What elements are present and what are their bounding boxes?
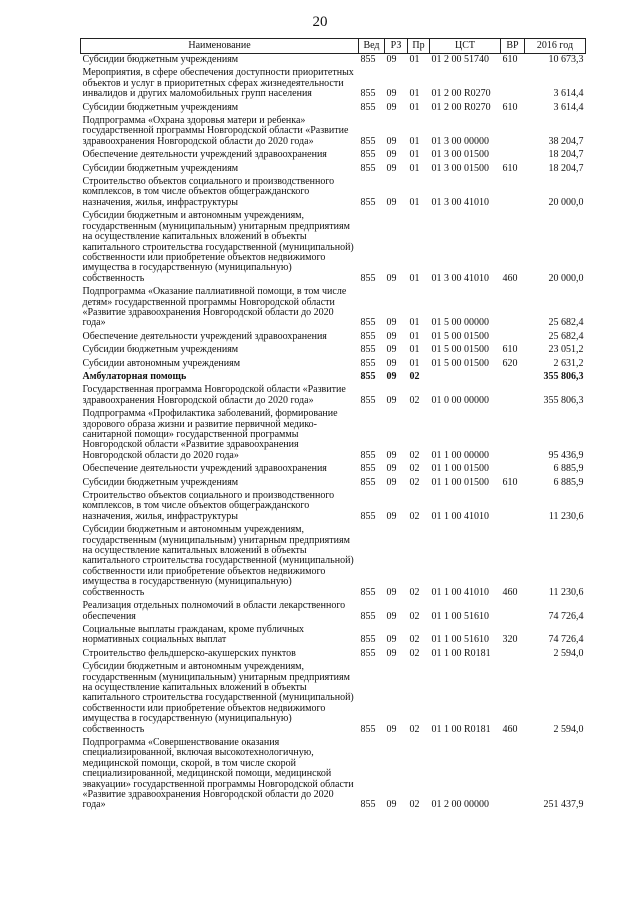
cell-ved: 855 [360,357,376,369]
cell-ved: 855 [360,610,376,622]
cell-vr [501,648,525,661]
cell-ved: 855 [360,344,376,356]
header-cst: ЦСТ [430,39,501,54]
cell-vr [501,149,525,162]
cell-pr: 02 [409,799,420,811]
cell-rz: 09 [386,586,397,598]
cell-cst: 01 3 00 41010 [431,272,489,284]
cell-amount: 11 230,6 [548,510,584,522]
cell-name: Субсидии бюджетным учреждениям [82,101,239,113]
cell-vr: 460 [502,272,518,284]
cell-amount: 355 806,3 [543,394,584,406]
table-header-row [81,39,586,54]
cell-cst: 01 1 00 51610 [431,610,489,622]
table-row [81,210,586,286]
cell-name: Обеспечение деятельности учреждений здравоохранения [82,149,327,161]
table-row [81,102,586,115]
cell-name: Социальные выплаты гражданам, кроме публичных нормативных социальных выплат [82,623,305,646]
cell-rz: 09 [386,101,397,113]
cell-name: Подпрограмма «Совершенствование оказания специализированной, включая высокотехнологичную, медицинской помощи, скорой, в том числе скорой специализированной, медицинской помощи, медицинской эвакуации» государственной программы Новгородской области «Развитие здравоохранения Новгородской области до 2020 года» [82,736,354,811]
cell-name: Субсидии автономным учреждениям [82,357,241,369]
cell-cst: 01 1 00 00000 [431,449,489,461]
table-row [81,331,586,344]
cell-name: Подпрограмма «Оказание паллиативной помощи, в том числе детям» государственной программы Новгородской области «Развитие здравоохранения Новгородской области до 2020 года» [82,286,347,329]
cell-amount: 2 631,2 [553,357,584,369]
cell-pr: 01 [409,88,420,100]
cell-vr [501,176,525,210]
cell-name: Государственная программа Новгородской области «Развитие здравоохранения Новгородской области до 2020 года» [82,384,346,406]
cell-pr: 01 [409,196,420,208]
cell-vr [501,600,525,624]
cell-pr: 01 [409,317,420,329]
cell-amount: 6 885,9 [553,476,584,488]
cell-amount: 2 594,0 [553,647,584,659]
cell-pr: 02 [409,723,420,735]
cell-ved: 855 [360,88,376,100]
cell-amount: 20 000,0 [548,196,584,208]
header-vr: ВР [501,39,525,54]
cell-ved: 855 [360,723,376,735]
cell-amount: 3 614,4 [553,88,584,100]
cell-vr: 610 [502,101,518,113]
cell-cst: 01 1 00 R0181 [431,723,491,735]
cell-name: Обеспечение деятельности учреждений здравоохранения [82,330,327,342]
cell-ved: 855 [360,394,376,406]
cell-vr [501,331,525,344]
cell-cst: 01 5 00 00000 [431,317,489,329]
cell-name: Подпрограмма «Охрана здоровья матери и ребенка» государственной программы Новгородской области «Развитие здравоохранения Новгородской области до 2020 года» [82,115,349,147]
cell-vr [501,408,525,463]
cell-ved: 855 [360,586,376,598]
cell-ved: 855 [360,510,376,522]
cell-pr: 01 [409,135,420,147]
cell-pr: 01 [409,149,420,161]
cell-rz: 09 [386,54,397,65]
cell-ved: 855 [360,149,376,161]
cell-vr [501,115,525,149]
cell-cst: 01 3 00 01500 [431,162,489,174]
cell-cst: 01 5 00 01500 [431,330,489,342]
cell-vr [501,490,525,524]
cell-name: Мероприятия, в сфере обеспечения доступности приоритетных объектов и услуг в приоритетных сферах жизнедеятельности инвалидов и других маломобильных групп населения [82,67,354,100]
cell-amount: 3 614,4 [553,101,584,113]
cell-ved: 855 [360,476,376,488]
cell-ved: 855 [360,370,376,382]
table-row [81,648,586,661]
cell-name: Подпрограмма «Профилактика заболеваний, формирование здорового образа жизни и развитие первичной медико-санитарной помощи» государственной программы Новгородской области «Развитие здравоохранения Новгородской области до 2020 года» [82,408,338,461]
table-row [81,737,586,813]
cell-amount: 18 204,7 [548,162,584,174]
cell-rz: 09 [386,317,397,329]
table-row [81,408,586,463]
cell-vr [501,286,525,331]
cell-name: Строительство объектов социального и производственного комплексов, в том числе объектов общегражданского назначения, жилья, инфраструктуры [82,176,335,208]
cell-ved: 855 [360,196,376,208]
cell-amount: 6 885,9 [553,463,584,475]
cell-rz: 09 [386,394,397,406]
cell-ved: 855 [360,449,376,461]
cell-vr [501,371,525,384]
cell-name: Субсидии бюджетным учреждениям [82,476,239,488]
cell-pr: 02 [409,394,420,406]
cell-pr: 01 [409,272,420,284]
cell-ved: 855 [360,799,376,811]
table-row [81,176,586,210]
cell-vr: 460 [502,586,518,598]
cell-cst: 01 0 00 00000 [431,394,489,406]
cell-rz: 09 [386,449,397,461]
table-row [81,115,586,149]
cell-cst: 01 3 00 41010 [431,196,489,208]
page-number: 20 [312,14,328,30]
header-ved: Вед [359,39,385,54]
cell-rz: 09 [386,272,397,284]
cell-ved: 855 [360,634,376,646]
header-name: Наименование [81,39,359,54]
table-row [81,344,586,357]
cell-rz: 09 [386,196,397,208]
cell-name: Субсидии бюджетным и автономным учреждениям, государственным (муниципальным) унитарным предприятиям на осуществление капитальных вложений в объекты капитального строительства государственной (муниципальной) собственности или приобретение объектов недвижимого имущества в государственную (муниципальную) собственность [82,210,354,284]
cell-rz: 09 [386,330,397,342]
cell-pr: 01 [409,344,420,356]
cell-rz: 09 [386,799,397,811]
cell-pr: 02 [409,449,420,461]
cell-amount: 25 682,4 [548,317,584,329]
table-row [81,463,586,476]
cell-vr: 460 [502,723,518,735]
cell-vr: 610 [502,476,518,488]
cell-cst: 01 2 00 51740 [431,54,489,65]
cell-name: Субсидии бюджетным и автономным учреждениям, государственным (муниципальным) унитарным предприятиям на осуществление капитальных вложений в объекты капитального строительства государственной (муниципальной) собственности или приобретение объектов недвижимого имущества в государственную (муниципальную) собственность [82,524,354,598]
table-row [81,490,586,524]
header-rz: РЗ [385,39,408,54]
table-row [81,477,586,490]
cell-pr: 01 [409,330,420,342]
cell-ved: 855 [360,101,376,113]
cell-vr: 610 [502,162,518,174]
header-pr: Пр [408,39,430,54]
table-row [81,286,586,331]
cell-rz: 09 [386,344,397,356]
cell-rz: 09 [386,610,397,622]
cell-ved: 855 [360,54,376,65]
cell-rz: 09 [386,634,397,646]
cell-cst: 01 1 00 41010 [431,510,489,522]
cell-vr [501,67,525,101]
cell-rz: 09 [386,723,397,735]
cell-cst: 01 1 00 41010 [431,586,489,598]
cell-name: Субсидии бюджетным учреждениям [82,344,239,356]
cell-name: Строительство фельдшерско-акушерских пунктов [82,647,296,659]
cell-amount: 251 437,9 [543,799,584,811]
cell-ved: 855 [360,330,376,342]
cell-pr: 01 [409,162,420,174]
budget-table [80,38,586,813]
cell-ved: 855 [360,463,376,475]
cell-cst: 01 3 00 00000 [431,135,489,147]
cell-cst: 01 1 00 51610 [431,634,489,646]
cell-vr [501,384,525,408]
cell-cst: 01 1 00 01500 [431,463,489,475]
cell-rz: 09 [386,370,397,382]
cell-cst: 01 5 00 01500 [431,344,489,356]
cell-rz: 09 [386,476,397,488]
cell-name: Субсидии бюджетным учреждениям [82,54,239,65]
cell-rz: 09 [386,510,397,522]
cell-pr: 02 [409,610,420,622]
cell-cst: 01 1 00 01500 [431,476,489,488]
cell-ved: 855 [360,272,376,284]
cell-cst: 01 1 00 R0181 [431,647,491,659]
cell-amount: 95 436,9 [548,449,584,461]
cell-pr: 02 [409,586,420,598]
table-row [81,384,586,408]
cell-name: Субсидии бюджетным и автономным учреждениям, государственным (муниципальным) унитарным предприятиям на осуществление капитальных вложений в объекты капитального строительства государственной (муниципальной) собственности или приобретение объектов недвижимого имущества в государственную (муниципальную) собственность [82,661,354,735]
cell-cst: 01 3 00 01500 [431,149,489,161]
cell-pr: 01 [409,357,420,369]
cell-vr: 320 [502,634,518,646]
cell-amount: 25 682,4 [548,330,584,342]
cell-rz: 09 [386,463,397,475]
table-row [81,358,586,371]
cell-pr: 02 [409,647,420,659]
cell-name: Реализация отдельных полномочий в области лекарственного обеспечения [82,600,346,622]
cell-vr [501,463,525,476]
table-row [81,524,586,600]
cell-rz: 09 [386,135,397,147]
cell-ved: 855 [360,162,376,174]
cell-ved: 855 [360,135,376,147]
cell-vr [501,737,525,813]
cell-pr: 01 [409,101,420,113]
cell-pr: 02 [409,463,420,475]
cell-amount: 74 726,4 [548,610,584,622]
cell-rz: 09 [386,162,397,174]
table-row [81,67,586,101]
table-row [81,163,586,176]
cell-name: Строительство объектов социального и производственного комплексов, в том числе объектов общегражданского назначения, жилья, инфраструктуры [82,490,335,522]
cell-rz: 09 [386,357,397,369]
cell-rz: 09 [386,149,397,161]
cell-amount: 2 594,0 [553,723,584,735]
table-row [81,624,586,648]
cell-cst: 01 2 00 R0270 [431,101,491,113]
cell-name: Амбулаторная помощь [82,370,187,382]
table-row [81,54,586,68]
cell-cst: 01 2 00 R0270 [431,88,491,100]
table-row [81,600,586,624]
cell-vr: 610 [502,54,518,65]
cell-pr: 02 [409,634,420,646]
cell-vr: 610 [502,344,518,356]
cell-amount: 355 806,3 [543,370,584,382]
cell-cst: 01 5 00 01500 [431,357,489,369]
cell-pr: 02 [409,370,420,382]
cell-amount: 18 204,7 [548,149,584,161]
cell-pr: 01 [409,54,420,65]
cell-name: Субсидии бюджетным учреждениям [82,162,239,174]
table-row [81,149,586,162]
table-row [81,661,586,737]
cell-vr: 620 [502,357,518,369]
cell-pr: 02 [409,476,420,488]
cell-cst: 01 2 00 00000 [431,799,489,811]
cell-rz: 09 [386,647,397,659]
cell-amount: 23 051,2 [548,344,584,356]
cell-amount: 10 673,3 [548,54,584,65]
cell-amount: 11 230,6 [548,586,584,598]
cell-ved: 855 [360,317,376,329]
cell-name: Обеспечение деятельности учреждений здравоохранения [82,463,327,475]
cell-cst [430,371,501,384]
cell-amount: 38 204,7 [548,135,584,147]
cell-pr: 02 [409,510,420,522]
cell-amount: 20 000,0 [548,272,584,284]
cell-ved: 855 [360,647,376,659]
cell-rz: 09 [386,88,397,100]
table-row [81,371,586,384]
cell-amount: 74 726,4 [548,634,584,646]
header-year: 2016 год [525,39,586,54]
